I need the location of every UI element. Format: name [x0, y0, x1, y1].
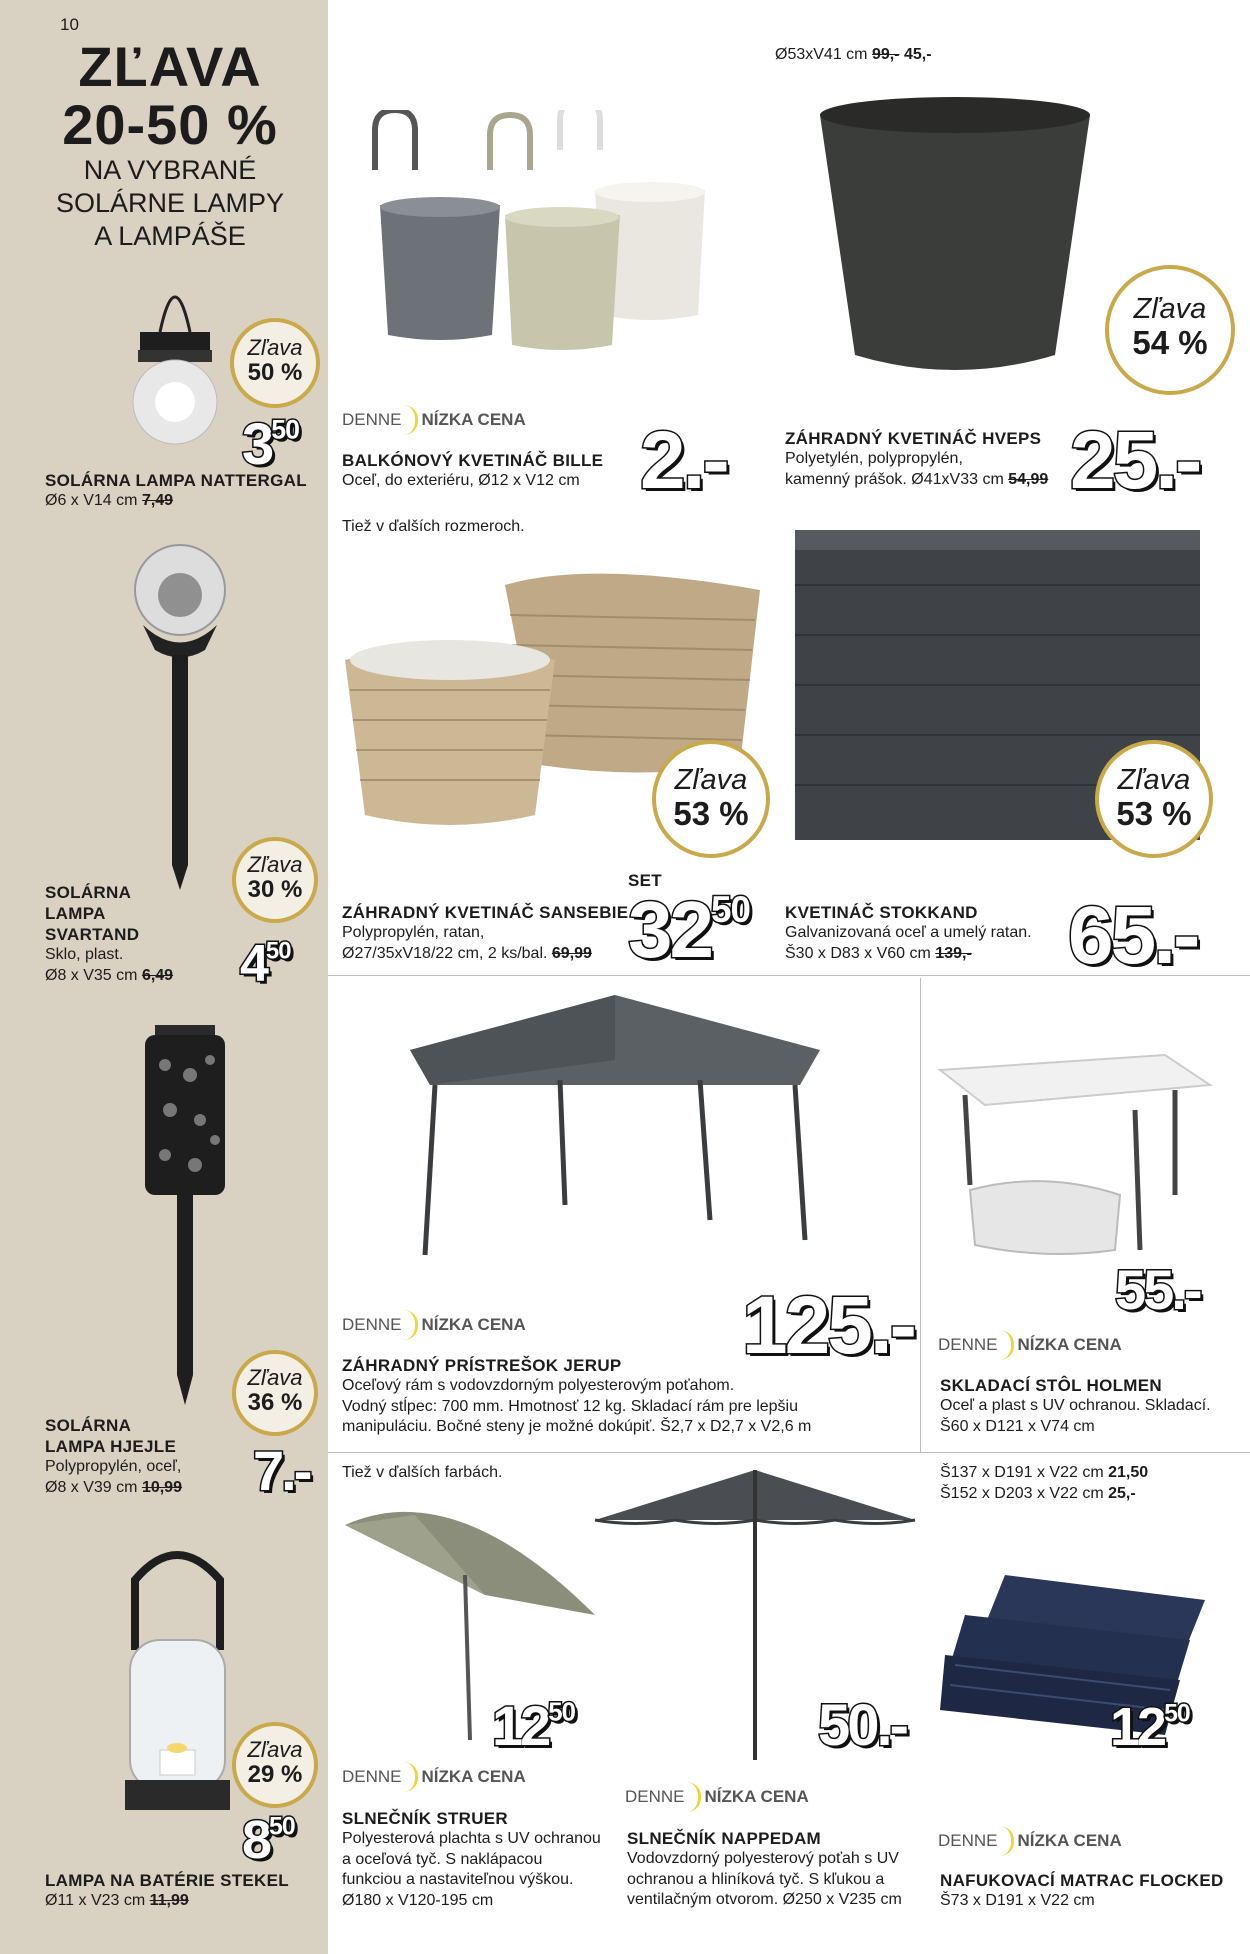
product-desc: Vodný stĺpec: 700 mm. Hmotnosť 12 kg. Skladací rám pre lepšiu: [342, 1397, 798, 1415]
product-title: SLNEČNÍK NAPPEDAM: [627, 1829, 822, 1848]
discount-badge-svartand: Zľava 30 %: [232, 837, 318, 923]
product-desc: Vodovzdorný polyesterový poťah s UV: [627, 1850, 899, 1867]
discount-badge-stekel: Zľava 29 %: [232, 1722, 318, 1808]
price-jerup: 125.-: [742, 1280, 914, 1371]
hveps-size-note: Ø53xV41 cm 99,- 45,-: [775, 46, 932, 63]
denne-nizka-cena-logo: DENNE NÍZKA CENA: [342, 1310, 526, 1340]
product-desc: kamenný prášok. Ø41xV33 cm 54,99: [785, 470, 1049, 488]
garden-gazebo-jerup-image: [400, 990, 830, 1260]
set-label: SET: [628, 871, 662, 890]
discount-badge-nattergal: Zľava 50 %: [230, 318, 320, 408]
product-desc: Š30 x D83 x V60 cm 139,-: [785, 944, 972, 962]
discount-badge-hveps: Zľava 54 %: [1105, 265, 1235, 395]
denne-nizka-cena-logo: DENNE NÍZKA CENA: [342, 1762, 526, 1792]
balcony-planters-bille-image: [360, 110, 730, 350]
product-desc: Oceľový rám s vodovzdorným polyesterovým poťahom.: [342, 1377, 735, 1394]
product-desc: ventilačným otvorom. Ø250 x V235 cm: [627, 1891, 902, 1908]
denne-nizka-cena-logo: DENNE NÍZKA CENA: [938, 1330, 1122, 1360]
denne-nizka-cena-logo: DENNE NÍZKA CENA: [342, 405, 526, 435]
garden-planter-hveps-image: [815, 95, 1095, 380]
struer-note: Tiež v ďalších farbách.: [342, 1464, 503, 1481]
discount-badge-hjejle: Zľava 36 %: [232, 1350, 318, 1436]
product-desc: funkciou a nastaviteľnou výškou.: [342, 1871, 574, 1888]
product-title: NAFUKOVACÍ MATRAC FLOCKED: [940, 1871, 1224, 1890]
product-title: KVETINÁČ STOKKAND: [785, 903, 978, 922]
product-title-line: LAMPA: [45, 904, 106, 923]
product-title-line: SOLÁRNA: [45, 1416, 132, 1435]
product-title-line: SOLÁRNA: [45, 883, 132, 902]
product-bille: [342, 450, 603, 492]
solar-lamp-nattergal-image: [120, 262, 240, 462]
promo-line-5: A LAMPÁŠE: [94, 221, 246, 251]
product-desc: Oceľ, do exteriéru, Ø12 x V12 cm: [342, 472, 580, 489]
product-desc: Ø11 x V23 cm 11,99: [45, 1892, 189, 1909]
price-nappedam: 50.-: [818, 1693, 906, 1758]
price-flocked: $12^{50}$: [1110, 1697, 1190, 1757]
product-desc: Galvanizovaná oceľ a umelý ratan.: [785, 924, 1032, 941]
promo-line-4: SOLÁRNE LAMPY: [55, 188, 285, 218]
product-desc: Ø6 x V14 cm 7,49: [45, 492, 174, 509]
solar-lamp-svartand-image: [125, 535, 235, 895]
promo-line-3: NA VYBRANÉ: [83, 155, 257, 185]
promo-line-1: ZĽAVA: [78, 35, 262, 98]
product-title-line: LAMPA HJEJLE: [45, 1437, 177, 1456]
product-desc: Š73 x D191 x V22 cm: [940, 1892, 1095, 1909]
denne-nizka-cena-logo: DENNE NÍZKA CENA: [938, 1826, 1122, 1856]
product-nattergal: [45, 470, 307, 512]
product-title: SLNEČNÍK STRUER: [342, 1809, 509, 1828]
product-desc: Polyetylén, polypropylén,: [785, 450, 963, 467]
product-title: ZÁHRADNÝ KVETINÁČ HVEPS: [785, 429, 1042, 448]
price-bille: 2.-: [640, 415, 727, 506]
product-stokkand: [785, 902, 1032, 964]
price-hveps: 25.-: [1070, 415, 1200, 506]
product-svartand: [45, 882, 173, 986]
product-desc: manipuláciu. Bočné steny je možné dokúpiť. Š2,7 x D2,7 x V2,6 m: [342, 1418, 812, 1435]
product-title: ZÁHRADNÝ KVETINÁČ SANSEBIE: [342, 903, 629, 922]
product-hveps: [785, 428, 1048, 490]
product-desc: Polypropylén, ratan,: [342, 924, 485, 941]
product-title: LAMPA NA BATÉRIE STEKEL: [45, 1871, 289, 1890]
discount-badge-stokkand: Zľava 53 %: [1095, 740, 1213, 858]
product-desc: Sklo, plast.: [45, 946, 124, 963]
price-nattergal: $3^{50}$: [242, 412, 299, 477]
product-title-line: SVARTAND: [45, 925, 140, 944]
product-hjejle: [45, 1415, 182, 1498]
product-holmen: [940, 1375, 1211, 1437]
solar-lamp-hjejle-image: [130, 1020, 240, 1410]
battery-lantern-stekel-image: [115, 1540, 240, 1820]
product-desc: Ø180 x V120-195 cm: [342, 1891, 494, 1909]
product-title: SKLADACÍ STÔL HOLMEN: [940, 1376, 1162, 1395]
product-struer: [342, 1808, 601, 1911]
divider: [920, 978, 921, 1452]
price-sansebie: $32^{50}$: [628, 885, 750, 974]
discount-badge-sansebie: Zľava 53 %: [652, 740, 770, 858]
price-stokkand: 65.-: [1068, 890, 1198, 981]
sansebie-note: Tiež v ďalších rozmeroch.: [342, 518, 525, 535]
product-jerup: [342, 1355, 811, 1438]
page-number: 10: [60, 15, 79, 34]
product-desc: Oceľ a plast s UV ochranou. Skladací.: [940, 1397, 1211, 1414]
price-svartand: $4^{50}$: [240, 935, 291, 993]
divider: [328, 1452, 1250, 1453]
product-desc: Polypropylén, oceľ,: [45, 1458, 182, 1475]
product-stekel: [45, 1870, 289, 1912]
size-option: Š152 x D203 x V22 cm 25,-: [940, 1484, 1136, 1502]
product-desc: Ø27/35xV18/22 cm, 2 ks/bal. 69,99: [342, 944, 592, 962]
promo-headline: [20, 35, 320, 253]
product-desc: ochranou a hliníková tyč. S kľukou a: [627, 1870, 885, 1888]
size-option: Š137 x D191 x V22 cm 21,50: [940, 1464, 1149, 1481]
price-holmen: 55.-: [1115, 1258, 1200, 1321]
product-desc: Ø8 x V35 cm 6,49: [45, 966, 174, 984]
flocked-size-options: [940, 1463, 1148, 1504]
product-sansebie: [342, 902, 628, 964]
product-desc: Š60 x D121 x V74 cm: [940, 1417, 1095, 1435]
product-desc: a oceľová tyč. S naklápacou: [342, 1850, 543, 1868]
product-title: SOLÁRNA LAMPA NATTERGAL: [45, 471, 307, 490]
price-hjejle: 7.-: [253, 1439, 310, 1502]
price-stekel: $8^{50}$: [242, 1810, 295, 1870]
denne-nizka-cena-logo: DENNE NÍZKA CENA: [625, 1782, 809, 1812]
product-title: ZÁHRADNÝ PRÍSTREŠOK JERUP: [342, 1356, 622, 1375]
price-struer: $12^{50}$: [492, 1694, 575, 1757]
promo-line-2: 20-50 %: [62, 93, 278, 156]
product-flocked: [940, 1870, 1224, 1912]
folding-table-holmen-image: [935, 1050, 1215, 1260]
product-desc: Ø8 x V39 cm 10,99: [45, 1478, 182, 1496]
product-desc: Polyesterová plachta s UV ochranou: [342, 1830, 601, 1847]
product-nappedam: [627, 1828, 902, 1911]
product-title: BALKÓNOVÝ KVETINÁČ BILLE: [342, 451, 604, 470]
